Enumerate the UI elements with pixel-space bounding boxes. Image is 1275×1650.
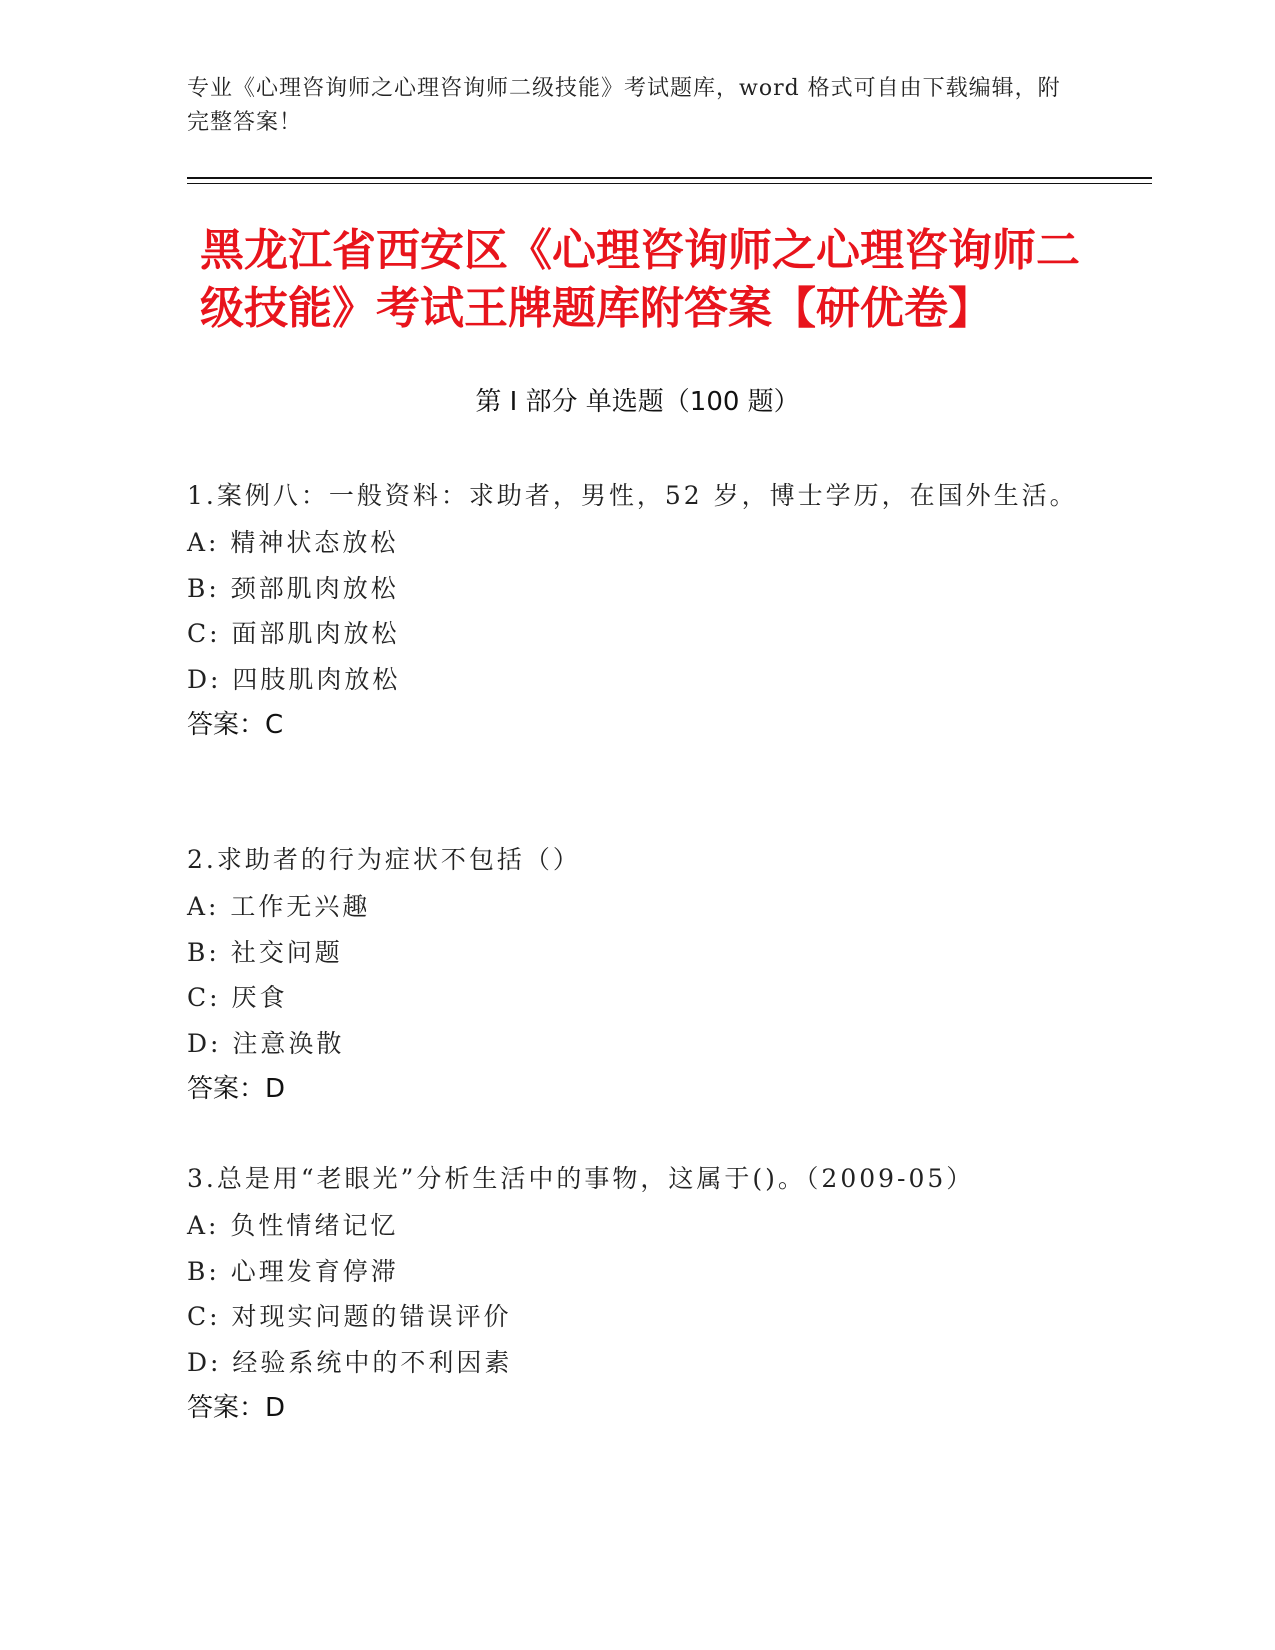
question-block	[187, 836, 1087, 1112]
option-b: B: 心理发育停滞	[187, 1256, 399, 1286]
question-stem: 3.总是用“老眼光”分析生活中的事物，这属于()。（2009-05）	[187, 1164, 975, 1193]
answer: 答案：D	[187, 1393, 286, 1423]
option-c: C: 厌食	[187, 983, 288, 1012]
section-heading: 第 I 部分 单选题（100 题）	[475, 387, 800, 417]
option-c: C: 面部肌肉放松	[187, 619, 400, 648]
option-d: D: 经验系统中的不利因素	[187, 1347, 513, 1377]
option-c: C: 对现实问题的错误评价	[187, 1302, 512, 1331]
question-block	[187, 1155, 1087, 1431]
option-a: A: 负性情绪记忆	[187, 1211, 399, 1240]
header-rule-thin	[187, 183, 1152, 184]
header-rule-thick	[187, 177, 1152, 179]
option-a: A: 精神状态放松	[187, 528, 399, 557]
header-note: 专业《心理咨询师之心理咨询师二级技能》考试题库，word 格式可自由下载编辑，附完整答案！	[187, 76, 1061, 135]
option-d: D: 注意涣散	[187, 1028, 345, 1058]
document-title: 黑龙江省西安区《心理咨询师之心理咨询师二级技能》考试王牌题库附答案【研优卷】	[200, 225, 1080, 334]
option-d: D: 四肢肌肉放松	[187, 664, 401, 694]
option-b: B: 颈部肌肉放松	[187, 573, 399, 603]
question-block	[187, 472, 1087, 748]
question-stem: 2.求助者的行为症状不包括（）	[187, 845, 581, 874]
option-b: B: 社交问题	[187, 937, 343, 967]
option-a: A: 工作无兴趣	[187, 892, 371, 921]
answer: 答案：D	[187, 1074, 286, 1104]
question-stem: 1.案例八：一般资料：求助者，男性，52 岁，博士学历，在国外生活。	[187, 481, 1078, 510]
answer: 答案：C	[187, 710, 284, 740]
